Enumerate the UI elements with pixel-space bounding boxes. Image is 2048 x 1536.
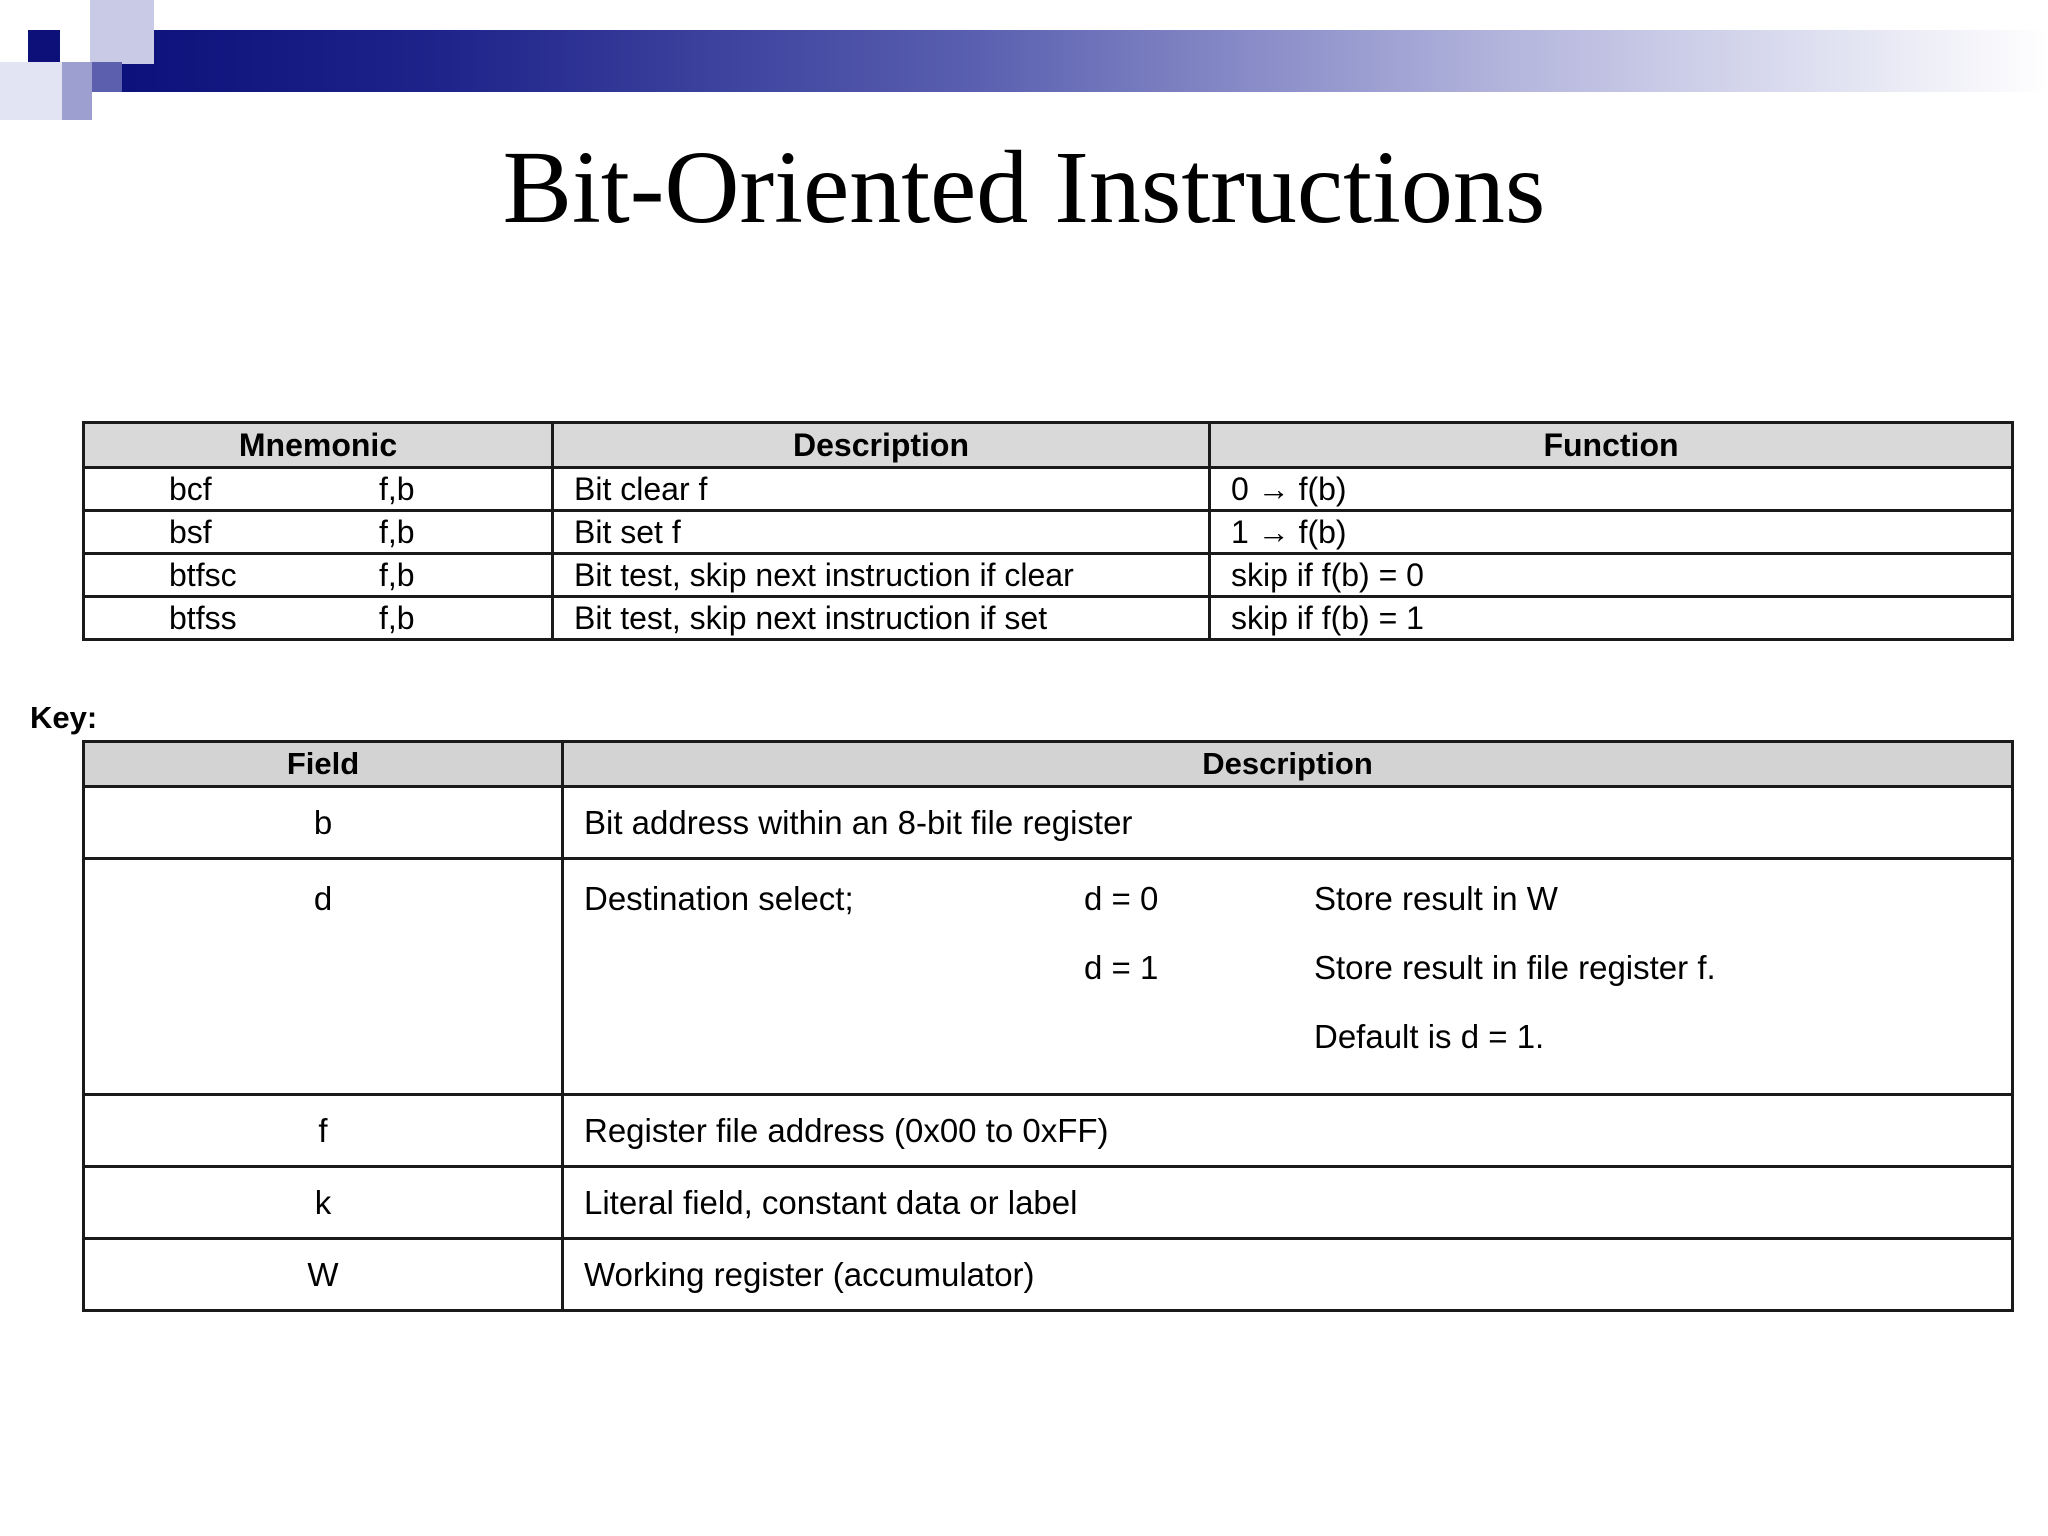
header-square-decoration xyxy=(28,30,60,62)
table-row xyxy=(84,1239,2013,1311)
d1-description: Store result in file register f. xyxy=(1314,949,1716,986)
mnemonic: bsf xyxy=(169,513,212,550)
description-cell: Working register (accumulator) xyxy=(563,1239,2013,1311)
header-gradient-band xyxy=(96,30,2048,92)
column-header-field: Field xyxy=(84,742,563,787)
instructions-table xyxy=(82,421,2014,641)
mnemonic-cell xyxy=(84,511,553,554)
spacer xyxy=(584,1012,1084,1081)
mnemonic-cell xyxy=(84,468,553,511)
spacer xyxy=(1084,1012,1314,1081)
column-header-description: Description xyxy=(553,423,1210,468)
operands: f,b xyxy=(379,470,415,507)
mnemonic-cell xyxy=(84,597,553,640)
function-cell: 0 → f(b) xyxy=(1210,468,2013,511)
table-row xyxy=(84,1095,2013,1167)
key-table xyxy=(82,740,2014,1312)
d0-description: Store result in W xyxy=(1314,880,1558,917)
mnemonic: btfsc xyxy=(169,556,237,593)
header-square-decoration xyxy=(90,0,154,64)
column-header-mnemonic: Mnemonic xyxy=(84,423,553,468)
field-cell: b xyxy=(84,787,563,859)
slide-title: Bit-Oriented Instructions xyxy=(502,130,1546,245)
mnemonic: bcf xyxy=(169,470,212,507)
spacer xyxy=(584,943,1084,1012)
table-row xyxy=(84,597,2013,640)
d0-value: d = 0 xyxy=(1084,880,1159,917)
description-cell: Bit clear f xyxy=(553,468,1210,511)
description-cell: Bit test, skip next instruction if set xyxy=(553,597,1210,640)
d1-value: d = 1 xyxy=(1084,949,1159,986)
function-cell: skip if f(b) = 0 xyxy=(1210,554,2013,597)
description-cell: Register file address (0x00 to 0xFF) xyxy=(563,1095,2013,1167)
column-header-description: Description xyxy=(563,742,2013,787)
description-cell: Literal field, constant data or label xyxy=(563,1167,2013,1239)
mnemonic: btfss xyxy=(169,599,237,636)
table-row xyxy=(84,511,2013,554)
header-square-decoration xyxy=(0,62,62,120)
function-cell: 1 → f(b) xyxy=(1210,511,2013,554)
mnemonic-cell xyxy=(84,554,553,597)
header-square-decoration xyxy=(92,62,122,92)
description-cell: Bit set f xyxy=(553,511,1210,554)
key-label: Key: xyxy=(30,700,98,735)
table-row xyxy=(84,554,2013,597)
column-header-function: Function xyxy=(1210,423,2013,468)
operands: f,b xyxy=(379,556,415,593)
operands: f,b xyxy=(379,599,415,636)
field-cell: W xyxy=(84,1239,563,1311)
table-header-row xyxy=(84,423,2013,468)
table-header-row xyxy=(84,742,2013,787)
destination-select-label: Destination select; xyxy=(584,880,854,917)
table-row xyxy=(84,1167,2013,1239)
field-cell: f xyxy=(84,1095,563,1167)
field-cell: d xyxy=(84,859,563,1095)
function-cell: skip if f(b) = 1 xyxy=(1210,597,2013,640)
description-cell: Bit test, skip next instruction if clear xyxy=(553,554,1210,597)
table-row xyxy=(84,468,2013,511)
table-row xyxy=(84,787,2013,859)
table-row xyxy=(84,859,2013,1095)
field-cell: k xyxy=(84,1167,563,1239)
destination-select-grid xyxy=(584,860,2011,1093)
description-cell xyxy=(563,859,2013,1095)
default-note: Default is d = 1. xyxy=(1314,1018,1545,1055)
header-square-decoration xyxy=(62,62,92,120)
operands: f,b xyxy=(379,513,415,550)
description-cell: Bit address within an 8-bit file register xyxy=(563,787,2013,859)
